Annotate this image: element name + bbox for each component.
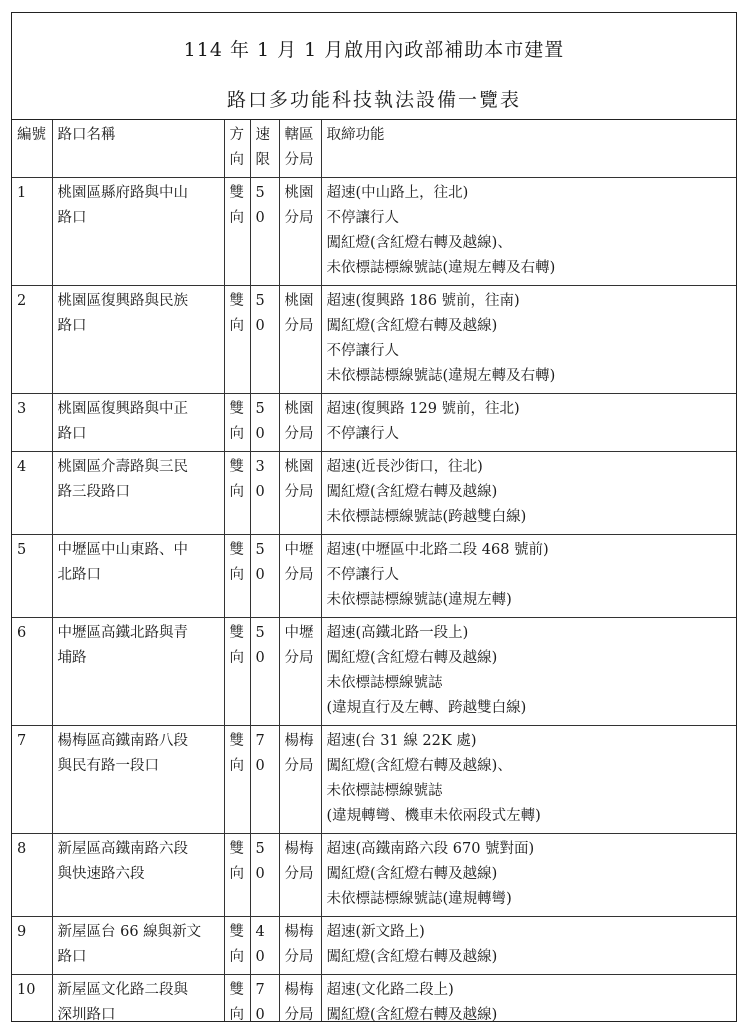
cell-function-line: 闖紅燈(含紅燈右轉及越線) [326,484,498,500]
table-row [12,917,736,975]
cell-no [12,394,52,452]
cell-function-line: 超速(文化路二段上) [326,982,454,998]
cell-district [279,726,321,834]
cell-function-line: 未依標誌標線號誌(違規左轉及右轉) [326,260,556,276]
cell-district-line: 桃園 [284,459,314,475]
header-row [12,120,736,178]
cell-name-line: 新屋區文化路二段與 [57,982,188,998]
cell-function-line: 超速(台 31 線 22K 處) [326,733,477,749]
cell-function-line: 超速(近長沙街口，往北) [326,459,483,475]
document-sheet [11,12,737,1022]
table-row [12,975,736,1023]
cell-name-line: 新屋區台 66 線與新文 [57,924,202,940]
cell-speed-line: 30 [255,459,265,500]
header-district-2: 分局 [284,152,314,168]
cell-name [52,726,224,834]
cell-speed [250,726,279,834]
cell-district [279,394,321,452]
cell-no [12,178,52,286]
cell-direction-line: 雙 [229,841,244,857]
cell-name-line: 埔路 [57,650,87,666]
cell-direction-line: 雙 [229,293,244,309]
cell-name [52,535,224,618]
cell-function [321,726,736,834]
cell-direction-line: 向 [229,650,244,666]
cell-name-line: 路口 [57,318,87,334]
cell-function [321,286,736,394]
cell-name-line: 桃園區介壽路與三民 [57,459,188,475]
cell-direction-line: 向 [229,318,244,334]
cell-function [321,975,736,1023]
cell-function-line: 不停讓行人 [326,210,399,226]
cell-speed [250,394,279,452]
cell-function-line: (違規轉彎、機車未依兩段式左轉) [326,808,541,824]
cell-function-line: 超速(中壢區中北路二段 468 號前) [326,542,549,558]
cell-no-line: 2 [17,293,27,309]
cell-function-line: 闖紅燈(含紅燈右轉及越線)、 [326,758,512,774]
header-direction-2: 向 [229,152,244,168]
header-speed-1: 速 [255,127,270,143]
cell-no [12,535,52,618]
cell-name-line: 路口 [57,210,87,226]
table-row [12,452,736,535]
cell-name-line: 與民有路一段口 [57,758,159,774]
cell-name-line: 路口 [57,949,87,965]
table-row [12,618,736,726]
cell-district-line: 中壢 [284,542,314,558]
cell-speed [250,452,279,535]
cell-name [52,917,224,975]
cell-direction-line: 雙 [229,982,244,998]
cell-name [52,834,224,917]
cell-name-line: 路口 [57,426,87,442]
cell-name-line: 北路口 [57,567,101,583]
cell-name-line: 桃園區縣府路與中山 [57,185,188,201]
table-row [12,834,736,917]
cell-district-line: 桃園 [284,185,314,201]
header-district [279,120,321,178]
table-row [12,178,736,286]
cell-name-line: 楊梅區高鐵南路八段 [57,733,188,749]
cell-function-line: 闖紅燈(含紅燈右轉及越線) [326,1007,498,1022]
cell-name-line: 深圳路口 [57,1007,116,1022]
cell-function-line: 未依標誌標線號誌 [326,783,443,799]
cell-speed [250,286,279,394]
cell-no [12,834,52,917]
header-direction-1: 方 [229,127,244,143]
cell-direction [224,535,250,618]
cell-no-line: 3 [17,401,27,417]
cell-function-line: 超速(高鐵南路六段 670 號對面) [326,841,535,857]
cell-direction-line: 向 [229,1007,244,1022]
table-row [12,286,736,394]
cell-no-line: 5 [17,542,27,558]
cell-function-line: 闖紅燈(含紅燈右轉及越線)、 [326,235,512,251]
title-line-1: 114 年 1 月 1 月啟用內政部補助本市建置 [183,39,565,61]
cell-function-line: 不停讓行人 [326,343,399,359]
cell-speed-line: 50 [255,293,265,334]
cell-function-line: 超速(高鐵北路一段上) [326,625,469,641]
cell-no-line: 8 [17,841,27,857]
cell-direction-line: 向 [229,758,244,774]
cell-no-line: 9 [17,924,27,940]
cell-district [279,535,321,618]
cell-no-line: 10 [17,982,36,998]
cell-no [12,286,52,394]
table-row [12,394,736,452]
cell-district [279,452,321,535]
cell-district [279,618,321,726]
cell-no-line: 1 [17,185,27,201]
cell-direction-line: 向 [229,484,244,500]
cell-function-line: 闖紅燈(含紅燈右轉及越線) [326,318,498,334]
cell-function-line: 未依標誌標線號誌(違規左轉) [326,592,512,608]
cell-function-line: 不停讓行人 [326,567,399,583]
cell-district [279,834,321,917]
header-speed-2: 限 [255,152,270,168]
cell-no [12,917,52,975]
cell-function-line: 未依標誌標線號誌(違規左轉及右轉) [326,368,556,384]
cell-direction [224,394,250,452]
cell-direction [224,726,250,834]
header-speed [250,120,279,178]
cell-speed-line: 50 [255,625,265,666]
cell-function [321,834,736,917]
cell-function-line: 未依標誌標線號誌(違規轉彎) [326,891,512,907]
cell-district-line: 分局 [284,1007,314,1022]
cell-direction-line: 雙 [229,185,244,201]
cell-district [279,178,321,286]
cell-district-line: 楊梅 [284,733,314,749]
cell-function-line: 超速(新文路上) [326,924,425,940]
cell-function-line: 超速(復興路 186 號前，往南) [326,293,520,309]
header-name: 路口名稱 [52,120,224,178]
cell-speed-line: 70 [255,982,265,1022]
cell-function-line: 未依標誌標線號誌 [326,675,443,691]
cell-function-line: 超速(復興路 129 號前，往北) [326,401,520,417]
cell-direction [224,178,250,286]
header-no: 編號 [12,120,52,178]
cell-direction-line: 向 [229,949,244,965]
cell-no [12,618,52,726]
cell-speed-line: 50 [255,401,265,442]
cell-speed-line: 50 [255,841,265,882]
cell-function-line: (違規直行及左轉、跨越雙白線) [326,700,527,716]
cell-function-line: 闖紅燈(含紅燈右轉及越線) [326,650,498,666]
cell-district-line: 分局 [284,650,314,666]
cell-direction-line: 雙 [229,625,244,641]
header-function: 取締功能 [321,120,736,178]
cell-district-line: 分局 [284,318,314,334]
cell-district [279,917,321,975]
cell-name-line: 中壢區高鐵北路與青 [57,625,188,641]
cell-name-line: 中壢區中山東路、中 [57,542,188,558]
cell-direction-line: 雙 [229,542,244,558]
table-row [12,535,736,618]
cell-district-line: 分局 [284,567,314,583]
cell-district-line: 分局 [284,210,314,226]
cell-district [279,975,321,1023]
cell-direction-line: 雙 [229,733,244,749]
cell-function-line: 闖紅燈(含紅燈右轉及越線) [326,866,498,882]
cell-speed [250,917,279,975]
cell-district-line: 分局 [284,484,314,500]
cell-speed [250,618,279,726]
cell-district-line: 桃園 [284,401,314,417]
cell-speed [250,834,279,917]
equipment-table [12,120,736,1022]
cell-speed-line: 50 [255,185,265,226]
cell-name [52,452,224,535]
cell-function [321,178,736,286]
cell-speed [250,535,279,618]
title-line-2: 路口多功能科技執法設備一覽表 [226,89,521,111]
cell-name-line: 與快速路六段 [57,866,145,882]
cell-speed-line: 50 [255,542,265,583]
header-district-1: 轄區 [284,127,314,143]
cell-name [52,618,224,726]
cell-speed [250,975,279,1023]
cell-direction-line: 雙 [229,924,244,940]
cell-name-line: 路三段路口 [57,484,130,500]
cell-no [12,726,52,834]
cell-direction [224,917,250,975]
cell-name-line: 桃園區復興路與中正 [57,401,188,417]
cell-district [279,286,321,394]
cell-district-line: 分局 [284,866,314,882]
cell-direction [224,618,250,726]
cell-name-line: 桃園區復興路與民族 [57,293,188,309]
cell-direction [224,975,250,1023]
cell-name [52,394,224,452]
cell-function-line: 闖紅燈(含紅燈右轉及越線) [326,949,498,965]
cell-no-line: 7 [17,733,27,749]
header-direction [224,120,250,178]
cell-function [321,535,736,618]
cell-district-line: 桃園 [284,293,314,309]
cell-district-line: 中壢 [284,625,314,641]
cell-function [321,917,736,975]
cell-direction [224,452,250,535]
cell-district-line: 分局 [284,949,314,965]
document-title [12,13,736,120]
cell-name [52,286,224,394]
cell-function-line: 超速(中山路上，往北) [326,185,469,201]
cell-district-line: 分局 [284,758,314,774]
cell-no-line: 6 [17,625,27,641]
cell-function-line: 不停讓行人 [326,426,399,442]
table-row [12,726,736,834]
cell-no [12,975,52,1023]
cell-district-line: 楊梅 [284,982,314,998]
cell-direction-line: 向 [229,210,244,226]
cell-direction [224,834,250,917]
cell-district-line: 分局 [284,426,314,442]
cell-speed-line: 70 [255,733,265,774]
cell-function [321,394,736,452]
cell-name-line: 新屋區高鐵南路六段 [57,841,188,857]
cell-district-line: 楊梅 [284,841,314,857]
cell-speed [250,178,279,286]
cell-function-line: 未依標誌標線號誌(跨越雙白線) [326,509,527,525]
cell-direction-line: 雙 [229,401,244,417]
cell-name [52,975,224,1023]
cell-district-line: 楊梅 [284,924,314,940]
cell-name [52,178,224,286]
cell-function [321,452,736,535]
cell-direction-line: 向 [229,866,244,882]
cell-function [321,618,736,726]
cell-no-line: 4 [17,459,27,475]
cell-direction [224,286,250,394]
cell-no [12,452,52,535]
cell-direction-line: 向 [229,567,244,583]
cell-direction-line: 向 [229,426,244,442]
cell-speed-line: 40 [255,924,265,965]
cell-direction-line: 雙 [229,459,244,475]
